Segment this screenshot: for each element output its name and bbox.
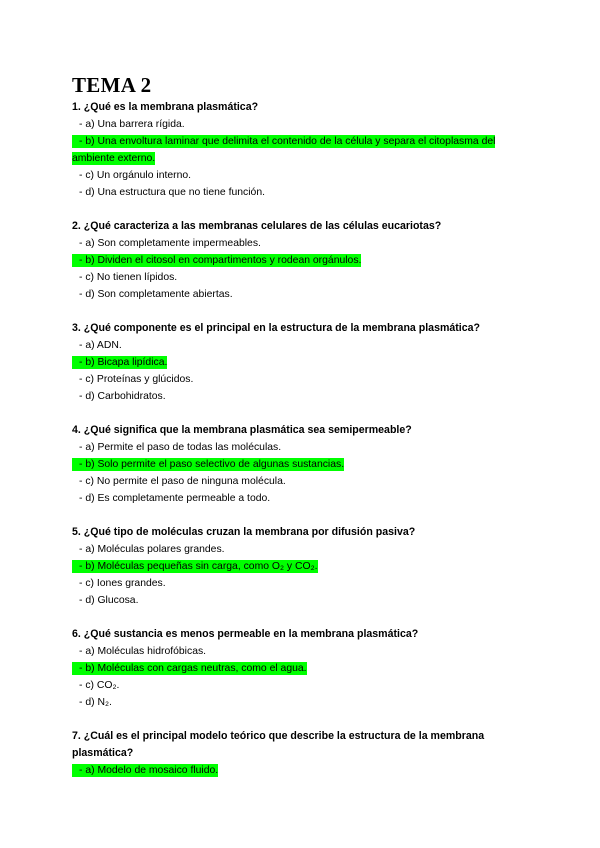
option-text: - d) Glucosa. (79, 595, 139, 606)
highlighted-answer (72, 356, 167, 369)
option-text: - d) Es completamente permeable a todo. (79, 493, 271, 504)
option-text: - c) No tienen lípidos. (79, 272, 178, 283)
option-text: - b) Moléculas pequeñas sin carga, como O₂ y CO₂. (79, 561, 318, 572)
option-text: - a) Moléculas hidrofóbicas. (79, 646, 207, 657)
option-c (72, 167, 532, 184)
option-b-correct (72, 133, 528, 167)
option-text: - a) ADN. (79, 340, 122, 351)
question-2 (72, 218, 532, 303)
option-a (72, 643, 532, 660)
question-text: 3. ¿Qué componente es el principal en la estructura de la membrana plasmática? (72, 322, 480, 334)
option-d (72, 388, 532, 405)
option-b-correct (72, 456, 532, 473)
highlighted-answer (72, 458, 344, 471)
option-a (72, 439, 532, 456)
option-c (72, 473, 532, 490)
option-text: - b) Una envoltura laminar que delimita el contenido de la célula y separa el citoplasma del ambiente externo. (72, 136, 496, 164)
option-text: - c) Iones grandes. (79, 578, 166, 589)
option-d (72, 286, 532, 303)
question-text: 4. ¿Qué significa que la membrana plasmática sea semipermeable? (72, 424, 412, 436)
option-b-correct (72, 354, 532, 371)
option-a (72, 116, 532, 133)
question-1 (72, 99, 532, 201)
option-text: - b) Dividen el citosol en compartimentos y rodean orgánulos. (79, 255, 362, 266)
option-text: - c) CO₂. (79, 680, 120, 691)
option-text: - c) Proteínas y glúcidos. (79, 374, 194, 385)
option-text: - b) Moléculas con cargas neutras, como el agua. (79, 663, 307, 674)
option-text: - d) Una estructura que no tiene función. (79, 187, 265, 198)
option-text: - a) Permite el paso de todas las moléculas. (79, 442, 282, 453)
option-text: - d) Son completamente abiertas. (79, 289, 233, 300)
question-5 (72, 524, 532, 609)
question-7 (72, 728, 532, 779)
option-text: - d) N₂. (79, 697, 112, 708)
question-text: 7. ¿Cuál es el principal modelo teórico que describe la estructura de la membrana plasmática? (72, 730, 485, 759)
question-3 (72, 320, 532, 405)
option-b-correct (72, 252, 532, 269)
option-c (72, 371, 532, 388)
option-text: - a) Moléculas polares grandes. (79, 544, 225, 555)
option-c (72, 575, 532, 592)
option-b-correct (72, 558, 532, 575)
question-4 (72, 422, 532, 507)
option-a (72, 235, 532, 252)
option-text: - a) Una barrera rígida. (79, 119, 185, 130)
option-a-correct (72, 762, 532, 779)
question-list (72, 99, 532, 796)
option-text: - a) Modelo de mosaico fluido. (79, 765, 219, 776)
option-text: - d) Carbohidratos. (79, 391, 166, 402)
option-text: - b) Bicapa lipídica. (79, 357, 168, 368)
option-text: - c) Un orgánulo interno. (79, 170, 192, 181)
highlighted-answer (72, 560, 318, 573)
option-text: - b) Solo permite el paso selectivo de algunas sustancias. (79, 459, 345, 470)
option-d (72, 490, 532, 507)
option-a (72, 337, 532, 354)
question-text: 6. ¿Qué sustancia es menos permeable en la membrana plasmática? (72, 628, 419, 640)
option-d (72, 592, 532, 609)
option-b-correct (72, 660, 532, 677)
question-text: 1. ¿Qué es la membrana plasmática? (72, 101, 259, 113)
question-text: 5. ¿Qué tipo de moléculas cruzan la membrana por difusión pasiva? (72, 526, 416, 538)
option-text: - c) No permite el paso de ninguna molécula. (79, 476, 286, 487)
page-title: TEMA 2 (72, 73, 152, 97)
option-c (72, 269, 532, 286)
option-text: - a) Son completamente impermeables. (79, 238, 261, 249)
option-a (72, 541, 532, 558)
question-6 (72, 626, 532, 711)
highlighted-answer (72, 764, 218, 777)
option-d (72, 184, 532, 201)
question-text: 2. ¿Qué caracteriza a las membranas celulares de las células eucariotas? (72, 220, 442, 232)
highlighted-answer (72, 662, 307, 675)
highlighted-answer (72, 135, 495, 165)
highlighted-answer (72, 254, 361, 267)
option-c (72, 677, 532, 694)
option-d (72, 694, 532, 711)
